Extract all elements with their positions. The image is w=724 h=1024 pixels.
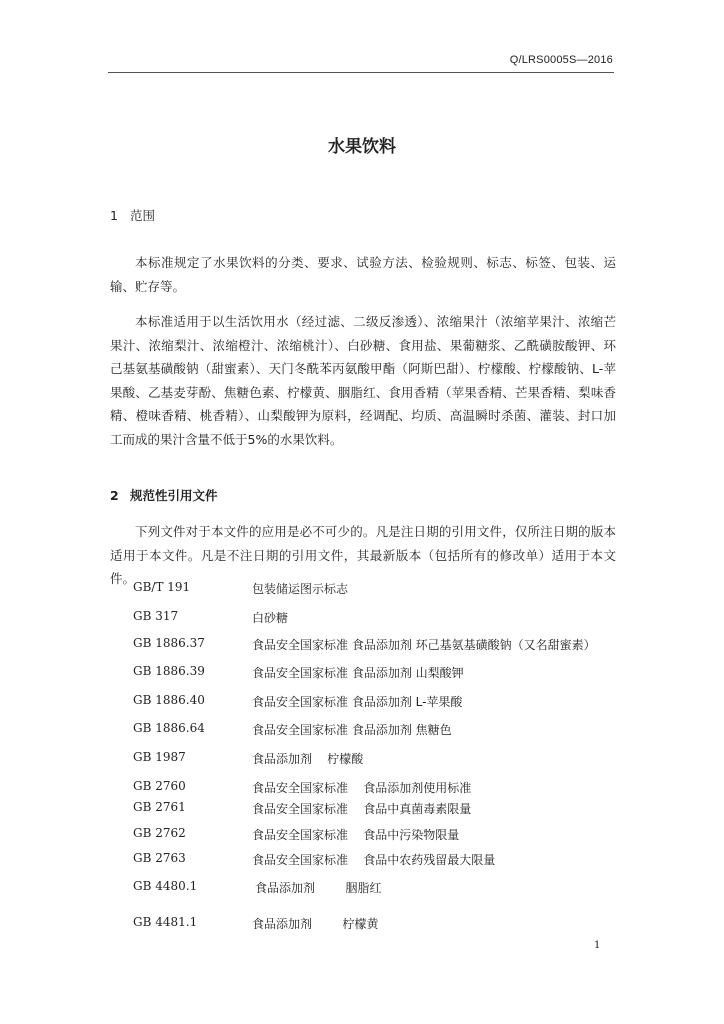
reference-code: GB 1886.39 — [133, 664, 205, 678]
section-1-number: 1 — [110, 208, 118, 223]
reference-title: 食品添加剂 胭脂红 — [255, 881, 382, 895]
reference-title: 食品安全国家标准 食品添加剂使用标准 — [252, 781, 472, 795]
reference-code: GB 4481.1 — [133, 915, 198, 929]
section-1-title: 范围 — [130, 208, 156, 223]
reference-title: 食品安全国家标准 食品添加剂 焦糖色 — [252, 723, 452, 737]
section-1-paragraph-2: 本标准适用于以生活饮用水（经过滤、二级反渗透）、浓缩果汁（浓缩苹果汁、浓缩芒果汁、浓缩梨汁、浓缩橙汁、浓缩桃汁）、白砂糖、食用盐、果葡糖浆、乙酰磺胺酸钾、环己基氨基磺酸钠（甜蜜素）、天门冬酰苯丙氨酸甲酯（阿斯巴甜）、柠檬酸、柠檬酸钠、L-苹果酸、乙基麦芽酚、焦糖色素、柠檬黄、胭脂红、食用香精（苹果香精、芒果香精、梨味香精、橙味香精、桃香精）、山梨酸钾为原料，经调配、均质、高温瞬时杀菌、灌装、封口加工而成的果汁含量不低于5%的水果饮料。 — [110, 314, 616, 447]
reference-code: GB 1886.40 — [133, 693, 205, 707]
reference-code: GB 2762 — [133, 826, 186, 840]
section-2-paragraph: 下列文件对于本文件的应用是必不可少的。凡是注日期的引用文件，仅所注日期的版本适用于本文件。凡是不注日期的引用文件，其最新版本（包括所有的修改单）适用于本文件。 — [110, 524, 616, 586]
reference-code: GB 2763 — [133, 851, 186, 865]
reference-title: 食品安全国家标准 食品中污染物限量 — [252, 828, 460, 842]
reference-code: GB 1886.64 — [133, 721, 205, 735]
reference-code: GB 2760 — [133, 779, 186, 793]
reference-code: GB 2761 — [133, 800, 186, 814]
reference-title: 食品安全国家标准 食品添加剂 山梨酸钾 — [252, 666, 464, 680]
reference-title: 食品添加剂 柠檬酸 — [252, 752, 364, 766]
reference-title: 食品安全国家标准 食品中农药残留最大限量 — [252, 853, 496, 867]
reference-code: GB 1886.37 — [133, 636, 205, 650]
document-code: Q/LRS0005S—2016 — [509, 54, 613, 66]
reference-title: 食品安全国家标准 食品中真菌毒素限量 — [252, 802, 472, 816]
reference-code: GB/T 191 — [133, 580, 191, 594]
reference-code: GB 1987 — [133, 750, 186, 764]
reference-title: 包装储运图示标志 — [252, 582, 349, 596]
reference-title: 食品安全国家标准 食品添加剂 L-苹果酸 — [252, 695, 463, 709]
reference-code: GB 4480.1 — [133, 879, 198, 893]
document-title: 水果饮料 — [328, 137, 396, 157]
reference-code: GB 317 — [133, 609, 179, 623]
section-1-paragraph-1: 本标准规定了水果饮料的分类、要求、试验方法、检验规则、标志、标签、包装、运输、贮存等。 — [110, 255, 616, 294]
section-2-title: 规范性引用文件 — [130, 488, 218, 503]
reference-title: 食品安全国家标准 食品添加剂 环己基氨基磺酸钠（又名甜蜜素） — [252, 638, 596, 652]
reference-title: 食品添加剂 柠檬黄 — [252, 917, 379, 931]
reference-title: 白砂糖 — [252, 611, 289, 625]
section-2-number: 2 — [110, 488, 119, 503]
page-number: 1 — [594, 940, 601, 951]
